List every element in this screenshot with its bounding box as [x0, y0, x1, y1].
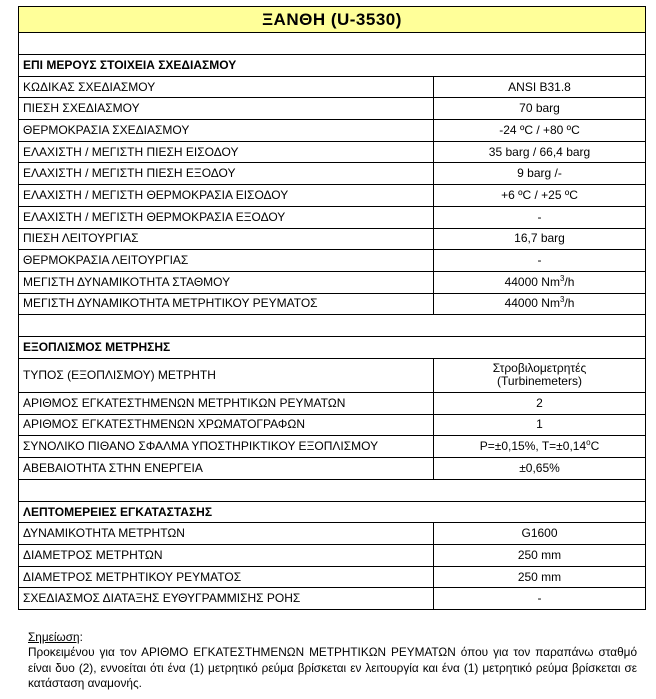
table-row — [19, 436, 646, 458]
value-suffix: /h — [564, 296, 575, 311]
row-value: +6 ºC / +25 ºC — [434, 185, 646, 207]
row-value: 9 barg /- — [434, 163, 646, 185]
table-row — [19, 120, 646, 142]
table-row — [19, 76, 646, 98]
table-row — [19, 206, 646, 228]
row-label: ΣΥΝΟΛΙΚΟ ΠΙΘΑΝΟ ΣΦΑΛΜΑ ΥΠΟΣΤΗΡΙΚΤΙΚΟΥ ΕΞΟΠΛΙΣΜΟΥ — [19, 436, 434, 458]
row-label: ΣΧΕΔΙΑΣΜΟΣ ΔΙΑΤΑΞΗΣ ΕΥΘΥΓΡΑΜΜΙΣΗΣ ΡΟΗΣ — [19, 588, 434, 610]
row-label: ΔΙΑΜΕΤΡΟΣ ΜΕΤΡΗΤΩΝ — [19, 545, 434, 567]
row-label: ΔΙΑΜΕΤΡΟΣ ΜΕΤΡΗΤΙΚΟΥ ΡΕΥΜΑΤΟΣ — [19, 566, 434, 588]
row-label: ΠΙΕΣΗ ΣΧΕΔΙΑΣΜΟΥ — [19, 98, 434, 120]
table-row — [19, 293, 646, 315]
row-label: ΑΡΙΘΜΟΣ ΕΓΚΑΤΕΣΤΗΜΕΝΩΝ ΜΕΤΡΗΤΙΚΩΝ ΡΕΥΜΑΤΩΝ — [19, 392, 434, 414]
table-row — [19, 228, 646, 250]
row-value-cell — [434, 436, 646, 458]
note-title-suffix: : — [79, 630, 83, 644]
superscript: 3 — [559, 295, 565, 305]
row-value: 44000 Nm — [504, 274, 560, 289]
table-row — [19, 98, 646, 120]
row-value: ±0,65% — [434, 458, 646, 480]
row-value-cell — [434, 293, 646, 315]
table-row — [19, 414, 646, 436]
row-label: ΘΕΡΜΟΚΡΑΣΙΑ ΛΕΙΤΟΥΡΓΙΑΣ — [19, 250, 434, 272]
blank-cell — [19, 479, 646, 501]
spacer-row — [19, 33, 646, 55]
superscript: 3 — [559, 273, 565, 283]
row-label: ΕΛΑΧΙΣΤΗ / ΜΕΓΙΣΤΗ ΠΙΕΣΗ ΕΞΟΔΟΥ — [19, 163, 434, 185]
specification-table — [18, 6, 646, 610]
row-value: 1 — [434, 414, 646, 436]
row-value: -24 ºC / +80 ºC — [434, 120, 646, 142]
row-value: P=±0,15%, T=±0,14 — [479, 439, 587, 454]
row-label: ΜΕΓΙΣΤΗ ΔΥΝΑΜΙΚΟΤΗΤΑ ΜΕΤΡΗΤΙΚΟΥ ΡΕΥΜΑΤΟΣ — [19, 293, 434, 315]
note-heading — [28, 630, 637, 645]
section-heading-design: ΕΠΙ ΜΕΡΟΥΣ ΣΤΟΙΧΕΙΑ ΣΧΕΔΙΑΣΜΟΥ — [19, 55, 646, 77]
section-header-row — [19, 501, 646, 523]
row-value: - — [434, 588, 646, 610]
row-value: 250 mm — [434, 566, 646, 588]
row-label: ΕΛΑΧΙΣΤΗ / ΜΕΓΙΣΤΗ ΠΙΕΣΗ ΕΙΣΟΔΟΥ — [19, 141, 434, 163]
row-value: 35 barg / 66,4 barg — [434, 141, 646, 163]
section-heading-installation: ΛΕΠΤΟΜΕΡΕΙΕΣ ΕΓΚΑΤΑΣΤΑΣΗΣ — [19, 501, 646, 523]
row-value: - — [434, 250, 646, 272]
blank-cell — [19, 315, 646, 337]
superscript: o — [586, 438, 591, 448]
row-value-cell — [434, 271, 646, 293]
row-label: ΕΛΑΧΙΣΤΗ / ΜΕΓΙΣΤΗ ΘΕΡΜΟΚΡΑΣΙΑ ΕΙΣΟΔΟΥ — [19, 185, 434, 207]
value-suffix: C — [590, 439, 600, 454]
row-label: ΚΩΔΙΚΑΣ ΣΧΕΔΙΑΣΜΟΥ — [19, 76, 434, 98]
table-row — [19, 163, 646, 185]
table-row — [19, 271, 646, 293]
row-value: 2 — [434, 392, 646, 414]
section-heading-equipment: ΕΞΟΠΛΙΣΜΟΣ ΜΕΤΡΗΣΗΣ — [19, 337, 646, 359]
note-title: Σημείωση — [28, 630, 80, 644]
row-label: ΔΥΝΑΜΙΚΟΤΗΤΑ ΜΕΤΡΗΤΩΝ — [19, 523, 434, 545]
row-label: ΜΕΓΙΣΤΗ ΔΥΝΑΜΙΚΟΤΗΤΑ ΣΤΑΘΜΟΥ — [19, 271, 434, 293]
note-body: Προκειμένου για τον ΑΡΙΘΜΟ ΕΓΚΑΤΕΣΤΗΜΕΝΩΝ ΜΕΤΡΗΤΙΚΩΝ ΡΕΥΜΑΤΩΝ όπου για τον παραπάνω σταθμό είναι δυο (2), εννοείται ότι ένα (1) μετρητικό ρεύμα βρίσκεται εν λειτουργία και ένα (1) μετρητικό ρεύμα βρίσκεται σε κατάσταση αναμονής. — [28, 645, 637, 690]
table-row — [19, 185, 646, 207]
row-value: 250 mm — [434, 545, 646, 567]
row-value: Στροβιλομετρητές — [492, 361, 587, 376]
section-header-row — [19, 337, 646, 359]
table-row — [19, 392, 646, 414]
spacer-row — [19, 479, 646, 501]
row-value: 16,7 barg — [434, 228, 646, 250]
row-value-cell — [434, 358, 646, 392]
row-label: ΤΥΠΟΣ (ΕΞΟΠΛΙΣΜΟΥ) ΜΕΤΡΗΤΗ — [19, 358, 434, 392]
row-value: 70 barg — [434, 98, 646, 120]
table-row — [19, 358, 646, 392]
table-row — [19, 588, 646, 610]
table-row — [19, 545, 646, 567]
row-label: ΑΡΙΘΜΟΣ ΕΓΚΑΤΕΣΤΗΜΕΝΩΝ ΧΡΩΜΑΤΟΓΡΑΦΩΝ — [19, 414, 434, 436]
note-block — [28, 630, 637, 691]
row-value-secondary: (Turbinemeters) — [497, 374, 582, 389]
table-row — [19, 566, 646, 588]
row-value: ANSI B31.8 — [434, 76, 646, 98]
row-label: ΠΙΕΣΗ ΛΕΙΤΟΥΡΓΙΑΣ — [19, 228, 434, 250]
table-row — [19, 250, 646, 272]
value-suffix: /h — [564, 274, 575, 289]
row-value: - — [434, 206, 646, 228]
table-row — [19, 458, 646, 480]
page-title: ΞΑΝΘΗ (U-3530) — [19, 7, 646, 33]
table-row — [19, 141, 646, 163]
section-header-row — [19, 55, 646, 77]
title-row — [19, 7, 646, 33]
blank-cell — [19, 33, 646, 55]
row-value: 44000 Nm — [504, 296, 560, 311]
spacer-row — [19, 315, 646, 337]
row-label: ΑΒΕΒΑΙΟΤΗΤΑ ΣΤΗΝ ΕΝΕΡΓΕΙΑ — [19, 458, 434, 480]
table-row — [19, 523, 646, 545]
row-label: ΘΕΡΜΟΚΡΑΣΙΑ ΣΧΕΔΙΑΣΜΟΥ — [19, 120, 434, 142]
row-value: G1600 — [434, 523, 646, 545]
row-label: ΕΛΑΧΙΣΤΗ / ΜΕΓΙΣΤΗ ΘΕΡΜΟΚΡΑΣΙΑ ΕΞΟΔΟΥ — [19, 206, 434, 228]
